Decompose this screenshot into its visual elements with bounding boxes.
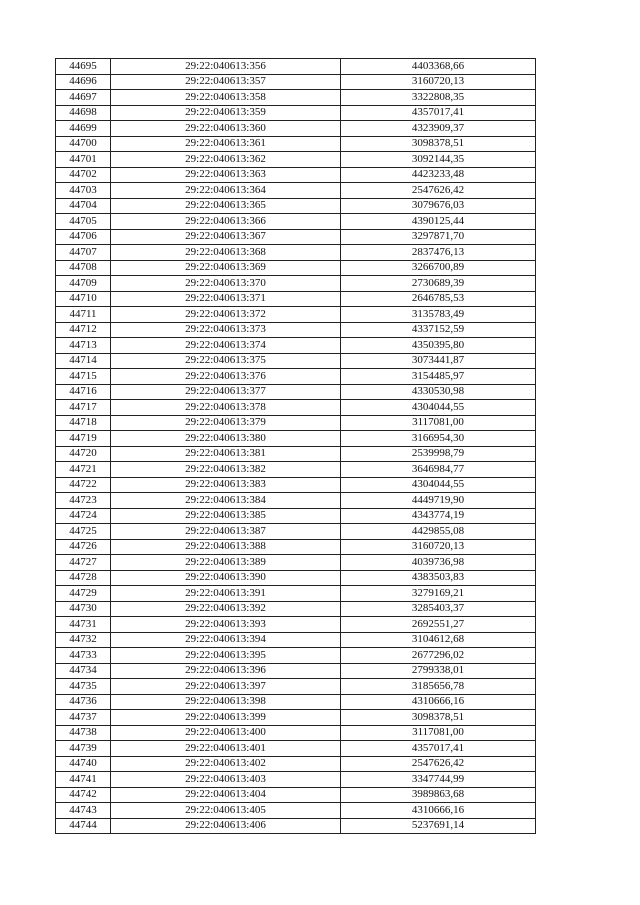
row-number-cell: 44722 [56,477,111,493]
table-row [56,741,536,757]
cadastral-number-cell: 29:22:040613:364 [111,183,341,199]
table-row [56,601,536,617]
row-number-cell: 44698 [56,105,111,121]
row-number-cell: 44717 [56,400,111,416]
row-number-cell: 44740 [56,756,111,772]
table-row [56,369,536,385]
row-number-cell: 44703 [56,183,111,199]
cadastral-number-cell: 29:22:040613:400 [111,725,341,741]
table-row [56,415,536,431]
table-row [56,524,536,540]
table-row [56,400,536,416]
row-number-cell: 44710 [56,291,111,307]
cadastral-number-cell: 29:22:040613:361 [111,136,341,152]
cadastral-number-cell: 29:22:040613:388 [111,539,341,555]
row-number-cell: 44701 [56,152,111,168]
cadastral-number-cell: 29:22:040613:372 [111,307,341,323]
cadastral-number-cell: 29:22:040613:369 [111,260,341,276]
table-row [56,586,536,602]
cadastral-value-cell: 3098378,51 [341,136,536,152]
row-number-cell: 44700 [56,136,111,152]
cadastral-value-cell: 2692551,27 [341,617,536,633]
table-row [56,632,536,648]
row-number-cell: 44706 [56,229,111,245]
cadastral-number-cell: 29:22:040613:375 [111,353,341,369]
cadastral-value-cell: 4357017,41 [341,105,536,121]
row-number-cell: 44716 [56,384,111,400]
table-row [56,59,536,75]
cadastral-number-cell: 29:22:040613:389 [111,555,341,571]
cadastral-value-cell: 3297871,70 [341,229,536,245]
cadastral-number-cell: 29:22:040613:367 [111,229,341,245]
table-row [56,462,536,478]
cadastral-value-cell: 2547626,42 [341,183,536,199]
cadastral-value-cell: 4343774,19 [341,508,536,524]
cadastral-number-cell: 29:22:040613:385 [111,508,341,524]
cadastral-number-cell: 29:22:040613:384 [111,493,341,509]
table-row [56,260,536,276]
cadastral-number-cell: 29:22:040613:405 [111,803,341,819]
cadastral-value-cell: 3073441,87 [341,353,536,369]
table-row [56,74,536,90]
cadastral-value-cell: 3347744,99 [341,772,536,788]
row-number-cell: 44732 [56,632,111,648]
cadastral-value-cell: 4330530,98 [341,384,536,400]
cadastral-value-cell: 2646785,53 [341,291,536,307]
table-row [56,493,536,509]
table-row [56,725,536,741]
cadastral-number-cell: 29:22:040613:373 [111,322,341,338]
table-row [56,291,536,307]
cadastral-number-cell: 29:22:040613:360 [111,121,341,137]
cadastral-number-cell: 29:22:040613:374 [111,338,341,354]
row-number-cell: 44741 [56,772,111,788]
cadastral-value-cell: 3266700,89 [341,260,536,276]
cadastral-value-cell: 4383503,83 [341,570,536,586]
row-number-cell: 44726 [56,539,111,555]
cadastral-number-cell: 29:22:040613:396 [111,663,341,679]
cadastral-value-cell: 2837476,13 [341,245,536,261]
cadastral-number-cell: 29:22:040613:362 [111,152,341,168]
row-number-cell: 44743 [56,803,111,819]
row-number-cell: 44739 [56,741,111,757]
table-row [56,663,536,679]
table-row [56,679,536,695]
cadastral-number-cell: 29:22:040613:365 [111,198,341,214]
cadastral-value-cell: 5237691,14 [341,818,536,834]
row-number-cell: 44731 [56,617,111,633]
row-number-cell: 44714 [56,353,111,369]
cadastral-value-cell: 4310666,16 [341,803,536,819]
row-number-cell: 44699 [56,121,111,137]
cadastral-number-cell: 29:22:040613:383 [111,477,341,493]
cadastral-number-cell: 29:22:040613:381 [111,446,341,462]
row-number-cell: 44715 [56,369,111,385]
cadastral-number-cell: 29:22:040613:366 [111,214,341,230]
cadastral-number-cell: 29:22:040613:358 [111,90,341,106]
cadastral-number-cell: 29:22:040613:406 [111,818,341,834]
cadastral-value-cell: 4357017,41 [341,741,536,757]
cadastral-number-cell: 29:22:040613:401 [111,741,341,757]
table-row [56,446,536,462]
cadastral-number-cell: 29:22:040613:363 [111,167,341,183]
table-row [56,555,536,571]
table-row [56,539,536,555]
cadastral-number-cell: 29:22:040613:368 [111,245,341,261]
table-row [56,338,536,354]
table-row [56,167,536,183]
cadastral-value-cell: 4304044,55 [341,400,536,416]
row-number-cell: 44734 [56,663,111,679]
row-number-cell: 44729 [56,586,111,602]
cadastral-value-cell: 4403368,66 [341,59,536,75]
cadastral-value-cell: 3279169,21 [341,586,536,602]
cadastral-value-cell: 2799338,01 [341,663,536,679]
table-row [56,353,536,369]
table-row [56,214,536,230]
table-row [56,276,536,292]
row-number-cell: 44736 [56,694,111,710]
row-number-cell: 44730 [56,601,111,617]
cadastral-value-cell: 4323909,37 [341,121,536,137]
cadastral-value-table [55,58,536,834]
row-number-cell: 44719 [56,431,111,447]
row-number-cell: 44742 [56,787,111,803]
cadastral-number-cell: 29:22:040613:382 [111,462,341,478]
cadastral-value-cell: 2547626,42 [341,756,536,772]
cadastral-value-cell: 3989863,68 [341,787,536,803]
cadastral-value-cell: 2677296,02 [341,648,536,664]
table-row [56,307,536,323]
row-number-cell: 44725 [56,524,111,540]
cadastral-value-cell: 3160720,13 [341,74,536,90]
table-row [56,710,536,726]
cadastral-value-cell: 4449719,90 [341,493,536,509]
cadastral-number-cell: 29:22:040613:402 [111,756,341,772]
cadastral-value-cell: 4390125,44 [341,214,536,230]
cadastral-value-cell: 2539998,79 [341,446,536,462]
row-number-cell: 44721 [56,462,111,478]
table-row [56,183,536,199]
table-row [56,229,536,245]
table-row [56,818,536,834]
row-number-cell: 44708 [56,260,111,276]
cadastral-number-cell: 29:22:040613:377 [111,384,341,400]
table-row [56,803,536,819]
row-number-cell: 44737 [56,710,111,726]
row-number-cell: 44735 [56,679,111,695]
cadastral-value-cell: 4423233,48 [341,167,536,183]
row-number-cell: 44744 [56,818,111,834]
row-number-cell: 44738 [56,725,111,741]
cadastral-value-cell: 3117081,00 [341,725,536,741]
row-number-cell: 44707 [56,245,111,261]
cadastral-value-cell: 3092144,35 [341,152,536,168]
row-number-cell: 44724 [56,508,111,524]
row-number-cell: 44733 [56,648,111,664]
cadastral-number-cell: 29:22:040613:357 [111,74,341,90]
cadastral-number-cell: 29:22:040613:359 [111,105,341,121]
cadastral-number-cell: 29:22:040613:404 [111,787,341,803]
cadastral-number-cell: 29:22:040613:379 [111,415,341,431]
cadastral-number-cell: 29:22:040613:398 [111,694,341,710]
cadastral-value-cell: 3166954,30 [341,431,536,447]
cadastral-value-cell: 3285403,37 [341,601,536,617]
cadastral-number-cell: 29:22:040613:395 [111,648,341,664]
table-body [56,59,536,834]
table-row [56,694,536,710]
table-row [56,322,536,338]
cadastral-number-cell: 29:22:040613:380 [111,431,341,447]
cadastral-number-cell: 29:22:040613:378 [111,400,341,416]
cadastral-number-cell: 29:22:040613:397 [111,679,341,695]
cadastral-value-cell: 4310666,16 [341,694,536,710]
cadastral-value-cell: 4350395,80 [341,338,536,354]
table-row [56,570,536,586]
table-row [56,617,536,633]
row-number-cell: 44718 [56,415,111,431]
table-row [56,198,536,214]
table-row [56,90,536,106]
cadastral-number-cell: 29:22:040613:371 [111,291,341,307]
table-row [56,121,536,137]
row-number-cell: 44704 [56,198,111,214]
row-number-cell: 44711 [56,307,111,323]
row-number-cell: 44709 [56,276,111,292]
row-number-cell: 44702 [56,167,111,183]
cadastral-value-cell: 4304044,55 [341,477,536,493]
table-row [56,772,536,788]
cadastral-value-cell: 3079676,03 [341,198,536,214]
table-row [56,105,536,121]
cadastral-number-cell: 29:22:040613:356 [111,59,341,75]
cadastral-number-cell: 29:22:040613:403 [111,772,341,788]
row-number-cell: 44720 [56,446,111,462]
cadastral-value-cell: 3646984,77 [341,462,536,478]
cadastral-value-cell: 4039736,98 [341,555,536,571]
cadastral-number-cell: 29:22:040613:387 [111,524,341,540]
cadastral-number-cell: 29:22:040613:393 [111,617,341,633]
row-number-cell: 44705 [56,214,111,230]
cadastral-value-cell: 3117081,00 [341,415,536,431]
table-row [56,136,536,152]
table-row [56,648,536,664]
row-number-cell: 44728 [56,570,111,586]
cadastral-value-cell: 3135783,49 [341,307,536,323]
row-number-cell: 44695 [56,59,111,75]
cadastral-value-cell: 3185656,78 [341,679,536,695]
table-row [56,245,536,261]
cadastral-number-cell: 29:22:040613:394 [111,632,341,648]
cadastral-number-cell: 29:22:040613:376 [111,369,341,385]
row-number-cell: 44723 [56,493,111,509]
cadastral-value-cell: 4337152,59 [341,322,536,338]
cadastral-value-cell: 3322808,35 [341,90,536,106]
table-row [56,756,536,772]
cadastral-value-cell: 3160720,13 [341,539,536,555]
row-number-cell: 44712 [56,322,111,338]
cadastral-value-cell: 3154485,97 [341,369,536,385]
row-number-cell: 44727 [56,555,111,571]
cadastral-value-cell: 3104612,68 [341,632,536,648]
table-row [56,508,536,524]
table-row [56,152,536,168]
table-row [56,477,536,493]
cadastral-number-cell: 29:22:040613:391 [111,586,341,602]
cadastral-value-cell: 2730689,39 [341,276,536,292]
cadastral-value-cell: 3098378,51 [341,710,536,726]
row-number-cell: 44697 [56,90,111,106]
cadastral-number-cell: 29:22:040613:399 [111,710,341,726]
table-row [56,431,536,447]
table-row [56,384,536,400]
cadastral-number-cell: 29:22:040613:370 [111,276,341,292]
row-number-cell: 44696 [56,74,111,90]
cadastral-value-cell: 4429855,08 [341,524,536,540]
row-number-cell: 44713 [56,338,111,354]
cadastral-number-cell: 29:22:040613:392 [111,601,341,617]
table-row [56,787,536,803]
cadastral-number-cell: 29:22:040613:390 [111,570,341,586]
